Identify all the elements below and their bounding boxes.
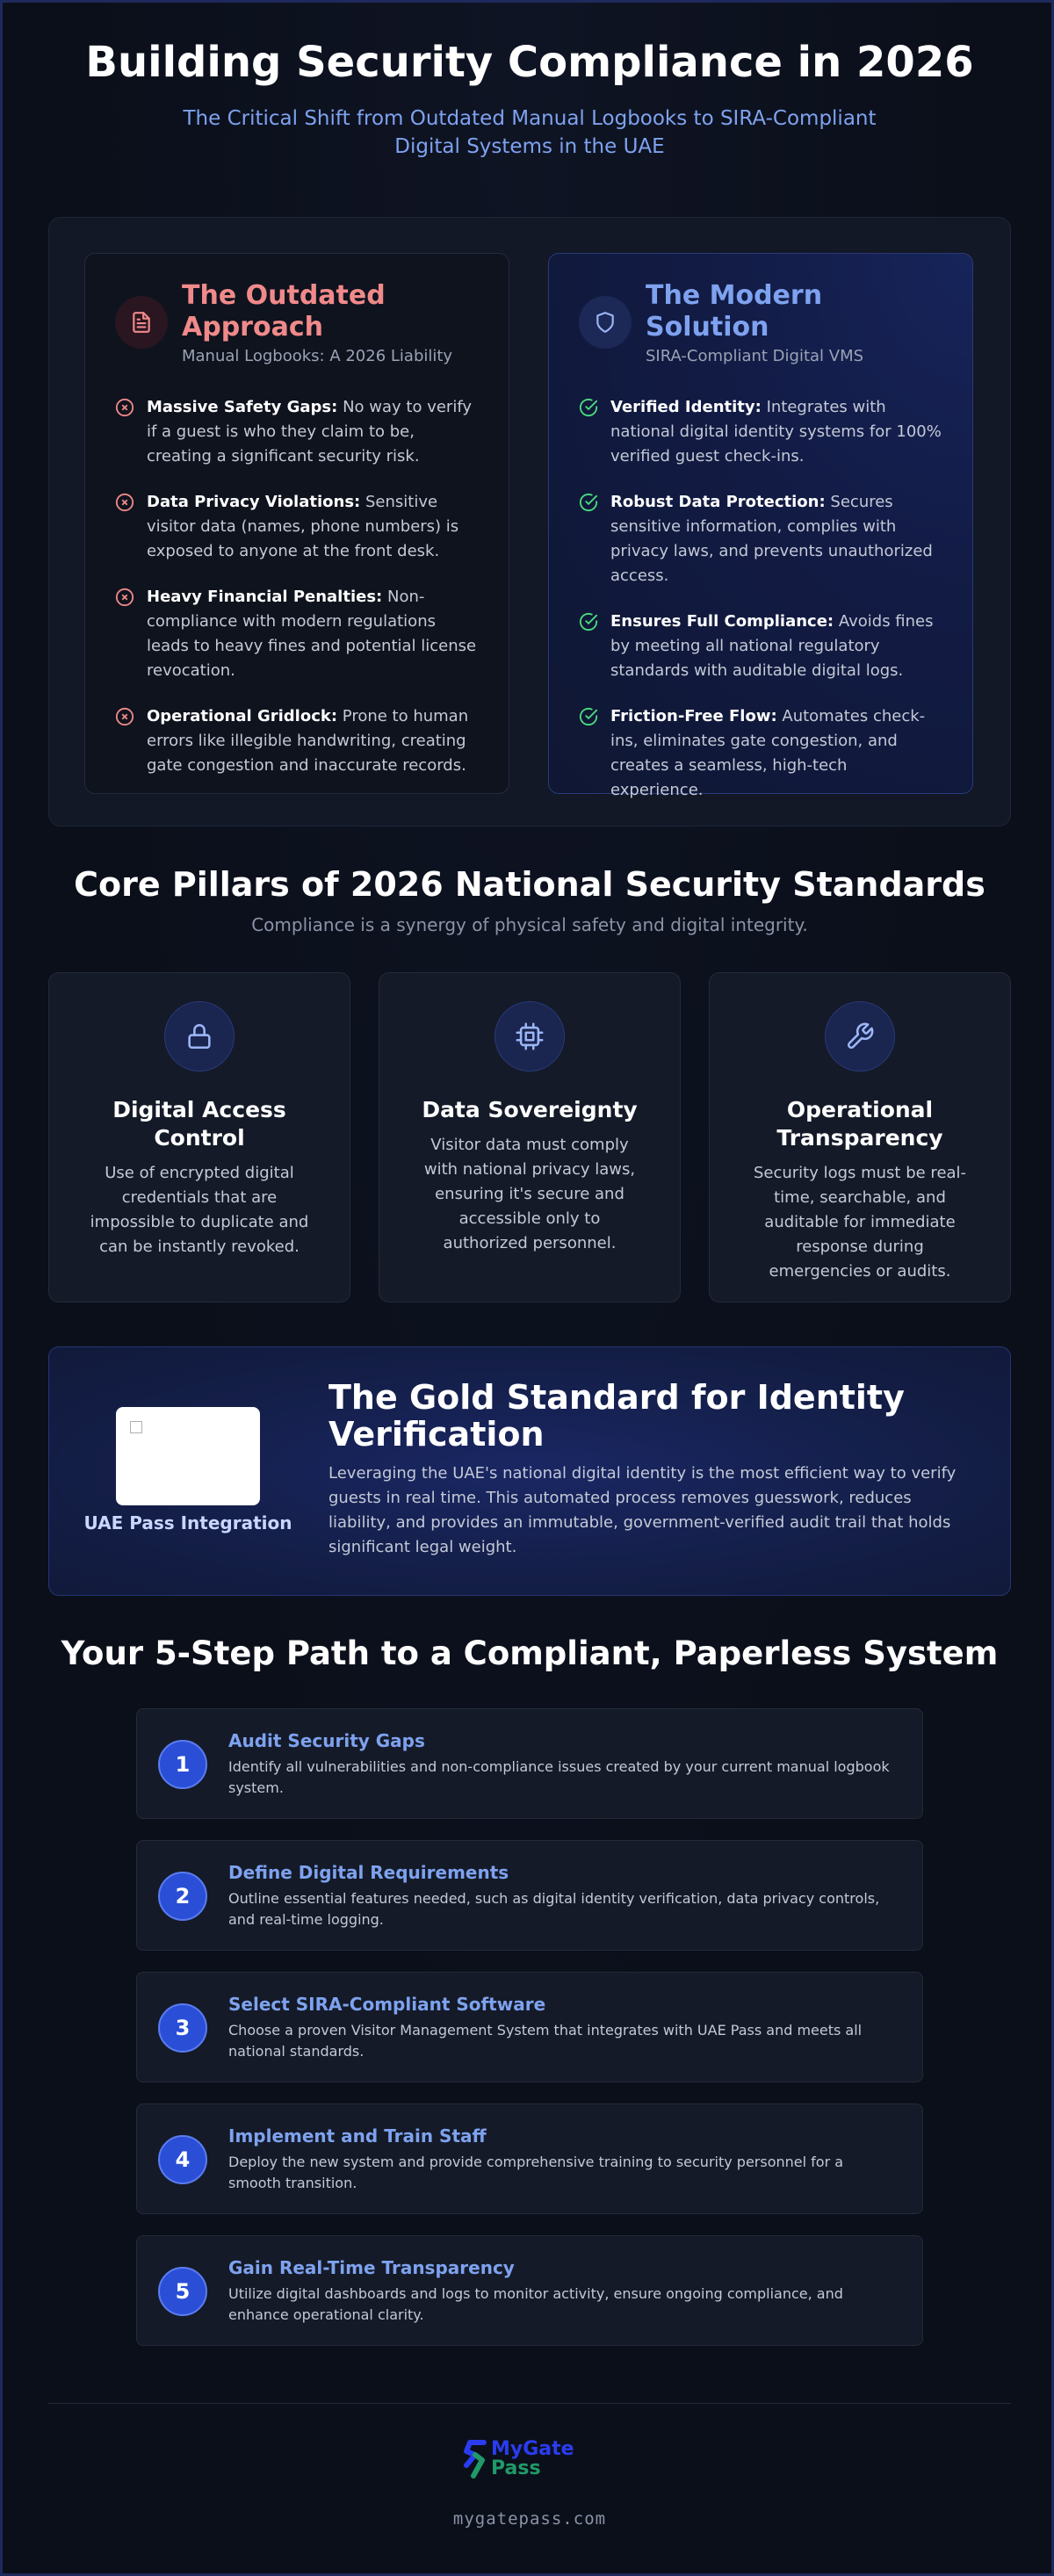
item-title: Data Privacy Violations:: [147, 493, 361, 511]
check-circle-icon: [579, 707, 598, 726]
outdated-subtitle: Manual Logbooks: A 2026 Liability: [182, 347, 453, 365]
item-text: Automates check-ins, eliminates gate congestion, and creates a seamless, high-tech experience.: [610, 707, 926, 799]
item-text: Prone to human errors like illegible handwriting, creating gate congestion and inaccurate records.: [147, 707, 469, 775]
pillars-title: Core Pillars of 2026 National Security Standards: [74, 865, 985, 904]
uae-pass-label: UAE Pass Integration: [83, 1512, 292, 1533]
step-title: Define Digital Requirements: [228, 1862, 509, 1883]
lock-icon: [164, 1001, 235, 1072]
step-card: [136, 2103, 923, 2214]
item-text: Sensitive visitor data (names, phone numbers) is exposed to anyone at the front desk.: [147, 493, 459, 560]
check-circle-icon: [579, 612, 598, 631]
step-text: Utilize digital dashboards and logs to monitor activity, ensure ongoing compliance, and enhance operational clarity.: [228, 2285, 843, 2323]
pillar-text: Use of encrypted digital credentials that are impossible to duplicate and can be instantly revoked.: [90, 1164, 309, 1256]
modern-solution-panel: [548, 253, 973, 799]
brand-name-line2: Pass: [491, 2457, 541, 2479]
item-title: Operational Gridlock:: [147, 707, 338, 725]
wrench-icon: [825, 1001, 895, 1072]
pillar-title: Digital Access Control: [112, 1097, 286, 1151]
chip-icon: [495, 1001, 565, 1072]
comparison-section: [48, 217, 1011, 826]
pillar-card: [709, 972, 1011, 1302]
page-subtitle: The Critical Shift from Outdated Manual Logbooks to SIRA-Compliant Digital Systems in the UAE: [183, 107, 877, 158]
check-circle-icon: [579, 493, 598, 512]
outdated-item: [115, 395, 479, 469]
pillars-subtitle: Compliance is a synergy of physical safety and digital integrity.: [251, 914, 808, 935]
check-circle-icon: [579, 398, 598, 417]
x-circle-icon: [115, 398, 134, 417]
item-title: Verified Identity:: [610, 398, 762, 416]
pillar-text: Security logs must be real-time, searchable, and auditable for immediate response during emergencies or audits.: [753, 1164, 967, 1281]
page-title: Building Security Compliance in 2026: [85, 38, 974, 87]
item-text: Non-compliance with modern regulations leads to heavy fines and potential license revocation.: [147, 588, 477, 680]
step-number: 4: [158, 2135, 207, 2184]
step-card: [136, 1840, 923, 1951]
item-text: Secures sensitive information, complies with privacy laws, and prevents unauthorized access.: [610, 493, 933, 585]
pillar-card: [48, 972, 350, 1302]
step-card: [136, 1972, 923, 2082]
outdated-item: [115, 585, 479, 683]
brand-logo[interactable]: [463, 2439, 574, 2479]
item-title: Friction-Free Flow:: [610, 707, 777, 725]
step-number: 3: [158, 2003, 207, 2053]
item-title: Ensures Full Compliance:: [610, 612, 834, 631]
pillar-title: Data Sovereignty: [422, 1097, 638, 1122]
outdated-item: [115, 490, 479, 564]
pillar-card: [379, 972, 681, 1302]
modern-subtitle: SIRA-Compliant Digital VMS: [646, 347, 864, 365]
x-circle-icon: [115, 707, 134, 726]
modern-item: [579, 610, 942, 683]
website-link[interactable]: mygatepass.com: [452, 2509, 607, 2529]
item-title: Heavy Financial Penalties:: [147, 588, 383, 606]
brand-mark-icon: [463, 2439, 489, 2479]
shield-icon: [579, 296, 632, 349]
modern-title: The Modern Solution: [646, 280, 823, 343]
step-number: 5: [158, 2267, 207, 2316]
step-title: Gain Real-Time Transparency: [228, 2257, 515, 2278]
outdated-approach-panel: [84, 253, 509, 794]
pillar-text: Visitor data must comply with national privacy laws, ensuring it's secure and accessible only to authorized personnel.: [423, 1136, 636, 1252]
item-text: Integrates with national digital identity systems for 100% verified guest check-ins.: [610, 398, 942, 465]
page-header: [3, 38, 1054, 161]
step-card: [136, 1708, 923, 1819]
step-number: 2: [158, 1872, 207, 1921]
outdated-title: The Outdated Approach: [182, 280, 386, 343]
modern-item: [579, 490, 942, 588]
gold-standard-title: The Gold Standard for Identity Verification: [328, 1378, 905, 1454]
outdated-item: [115, 704, 479, 778]
x-circle-icon: [115, 588, 134, 607]
step-number: 1: [158, 1740, 207, 1789]
uae-pass-section: [48, 1346, 1011, 1596]
modern-item: [579, 704, 942, 803]
step-text: Choose a proven Visitor Management System that integrates with UAE Pass and meets all national standards.: [228, 2022, 863, 2060]
step-title: Audit Security Gaps: [228, 1730, 425, 1751]
step-text: Outline essential features needed, such as digital identity verification, data privacy controls, and real-time logging.: [228, 1890, 880, 1928]
item-text: No way to verify if a guest is who they claim to be, creating a significant security risk.: [147, 398, 472, 465]
uae-pass-logo-image: [116, 1407, 260, 1505]
brand-name-line1: MyGate: [491, 2438, 574, 2460]
step-title: Select SIRA-Compliant Software: [228, 1994, 546, 2015]
step-card: [136, 2235, 923, 2346]
step-text: Identify all vulnerabilities and non-compliance issues created by your current manual logbook system.: [228, 1758, 890, 1796]
step-text: Deploy the new system and provide comprehensive training to security personnel for a smooth transition.: [228, 2154, 844, 2191]
footer-divider: [48, 2403, 1011, 2404]
step-title: Implement and Train Staff: [228, 2125, 487, 2147]
item-text: Avoids fines by meeting all national regulatory standards with auditable digital logs.: [610, 612, 934, 680]
broken-image-icon: [130, 1421, 142, 1433]
item-title: Massive Safety Gaps:: [147, 398, 338, 416]
gold-standard-text: Leveraging the UAE's national digital identity is the most efficient way to verify guests in real time. This automated process removes guesswork, reduces liability, and provides an immutable, government-verified audit trail that holds significant legal weight.: [328, 1464, 957, 1556]
pillar-title: Operational Transparency: [776, 1097, 943, 1151]
document-icon: [115, 296, 168, 349]
steps-title: Your 5-Step Path to a Compliant, Paperless System: [61, 1634, 999, 1672]
modern-item: [579, 395, 942, 469]
item-title: Robust Data Protection:: [610, 493, 826, 511]
x-circle-icon: [115, 493, 134, 512]
